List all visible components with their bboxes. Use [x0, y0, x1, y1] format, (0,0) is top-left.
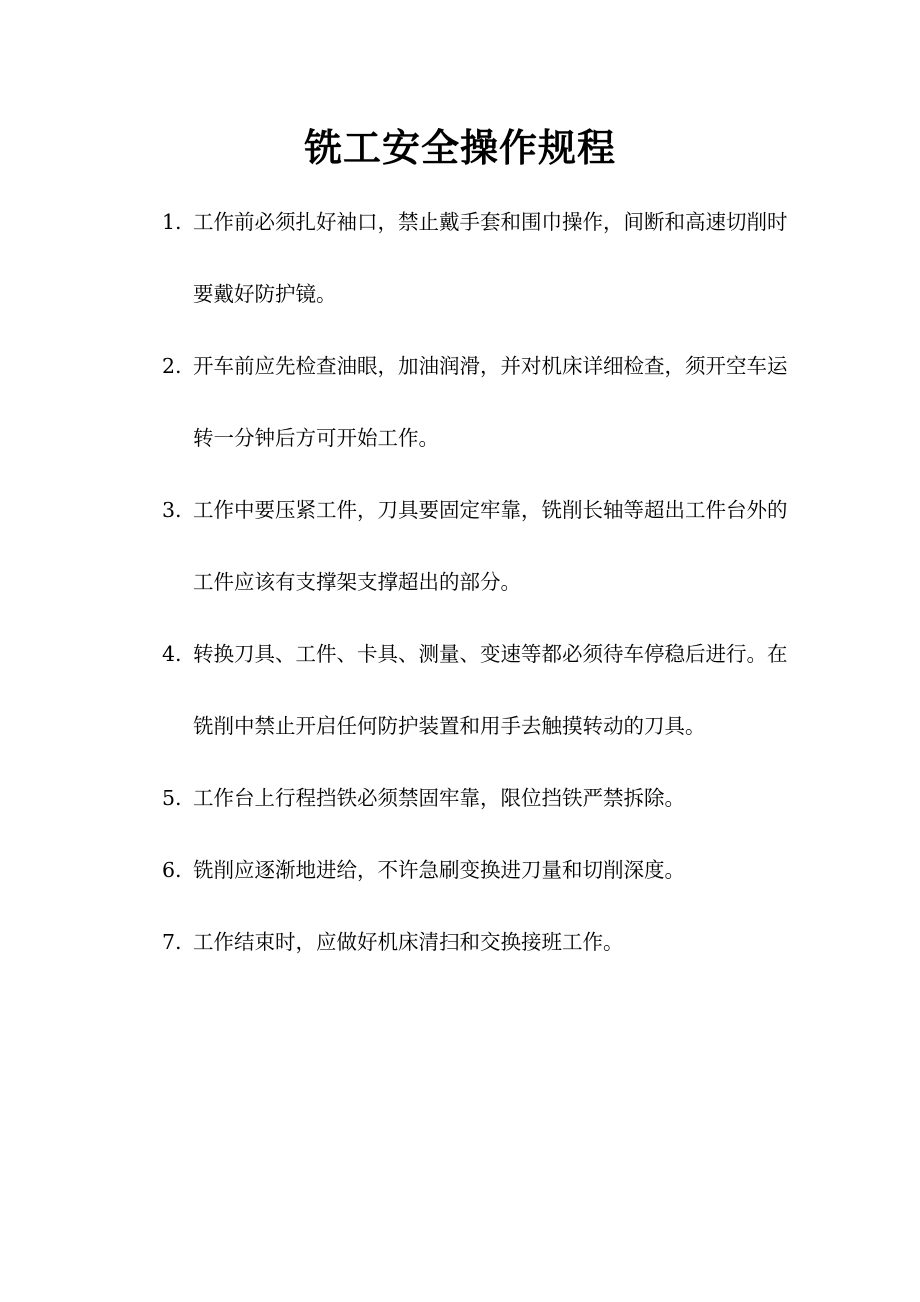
rule-text: 工作前必须扎好袖口，禁止戴手套和围巾操作，间断和高速切削时要戴好防护镜。 [193, 210, 788, 306]
rule-number: 6. [162, 858, 182, 882]
rule-text: 工作中要压紧工件，刀具要固定牢靠，铣削长轴等超出工件台外的工件应该有支撑架支撑超出的部分。 [193, 498, 788, 594]
rule-number: 4. [162, 642, 182, 666]
rule-text: 工作结束时，应做好机床清扫和交换接班工作。 [193, 930, 624, 954]
rule-text: 铣削应逐渐地进给，不许急刷变换进刀量和切削深度。 [193, 858, 685, 882]
rule-number: 1. [162, 210, 182, 234]
rule-text: 开车前应先检查油眼，加油润滑，并对机床详细检查，须开空车运转一分钟后方可开始工作。 [193, 354, 788, 450]
rule-number: 5. [162, 786, 182, 810]
rule-number: 3. [162, 498, 182, 522]
rule-number: 2. [162, 354, 182, 378]
document-title: 铣工安全操作规程 [303, 125, 616, 170]
rule-text: 工作台上行程挡铁必须禁固牢靠，限位挡铁严禁拆除。 [193, 786, 685, 810]
rule-number: 7. [162, 930, 182, 954]
rule-text: 转换刀具、工件、卡具、测量、变速等都必须待车停稳后进行。在铣削中禁止开启任何防护装置和用手去触摸转动的刀具。 [193, 642, 788, 738]
